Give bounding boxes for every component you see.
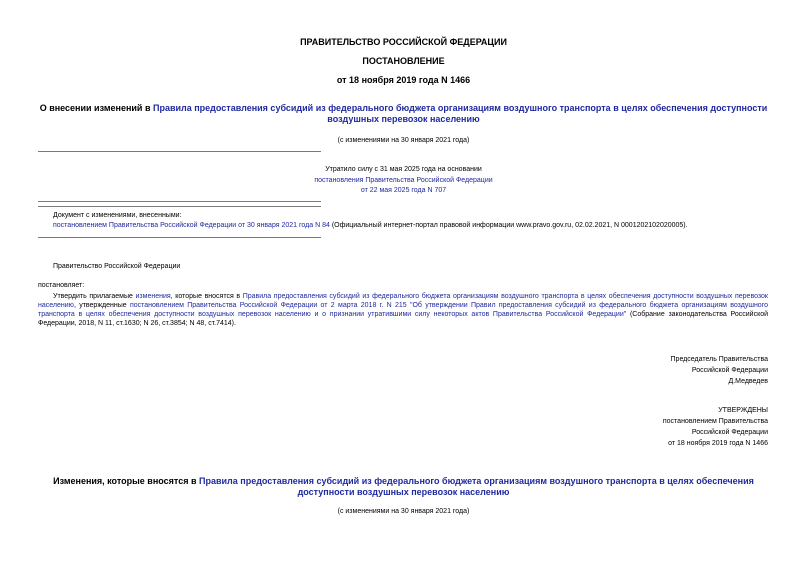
body-decrees: постановляет:: [38, 282, 85, 289]
title-prefix: О внесении изменений в: [39, 103, 153, 113]
body-government: Правительство Российской Федерации: [53, 263, 181, 270]
changes-label: Документ с изменениями, внесенными:: [53, 212, 182, 219]
changes-title-rules-link[interactable]: Правила предоставления субсидий из федерального бюджета организациям воздушного транспорта в целях обеспечения: [199, 476, 754, 486]
paragraph-text: , утвержденные: [73, 302, 130, 309]
approved-line-3: Российской Федерации: [691, 429, 768, 436]
amended-note: (с изменениями на 30 января 2021 года): [337, 137, 470, 144]
changes-title: [0, 476, 807, 487]
signature-name: Д.Медведев: [728, 378, 768, 385]
divider: [38, 237, 321, 238]
paragraph-text: , которые вносятся в: [170, 293, 243, 300]
divider: [38, 206, 321, 207]
amended-note-2: (с изменениями на 30 января 2021 года): [337, 508, 470, 515]
repeal-decree-link[interactable]: постановления Правительства Российской Федерации: [314, 177, 493, 184]
changes-title-prefix: Изменения, которые вносятся в: [53, 476, 199, 486]
approved-line-2: постановлением Правительства: [662, 418, 768, 425]
paragraph-text: (Собрание законодательства Российской Федерации, 2018, N 11, ст.1630; N 26, ст.3854; N 48, ст.7414).: [38, 311, 769, 327]
document-date-number: от 18 ноября 2019 года N 1466: [336, 75, 471, 85]
approved-heading: УТВЕРЖДЕНЫ: [718, 407, 768, 414]
document-type: ПОСТАНОВЛЕНИЕ: [362, 56, 445, 66]
repeal-decree-date-link[interactable]: от 22 мая 2025 года N 707: [360, 187, 447, 194]
signature-title: Председатель Правительства: [670, 356, 768, 363]
document-title: [0, 103, 807, 114]
divider: [38, 201, 321, 202]
rules-link[interactable]: Правила предоставления субсидий из федерального бюджета организациям воздушного транспорта в целях обеспечения доступности воздушных перевозок населению: [38, 293, 768, 309]
signature-title-2: Российской Федерации: [691, 367, 768, 374]
divider: [38, 151, 321, 152]
approved-line-4: от 18 ноября 2019 года N 1466: [668, 440, 768, 447]
changes-decree-link[interactable]: постановлением Правительства Российской Федерации от 30 января 2021 года N 84: [53, 222, 330, 229]
approved-block: [560, 405, 768, 449]
changes-source: (Официальный интернет-портал правовой информации www.pravo.gov.ru, 02.02.2021, N 0001202102020005).: [329, 222, 688, 229]
signature-block: [560, 354, 768, 387]
title-rules-link[interactable]: Правила предоставления субсидий из федерального бюджета организациям воздушного транспорта в целях обеспечения доступности: [152, 103, 768, 113]
decree-215-link[interactable]: постановлением Правительства Российской Федерации от 2 марта 2018 г. N 215 "Об утверждении Правил предоставления субсидий из федерального бюджета организациям воздушного транспорта в целях обеспечения доступности воздушных перевозок населению и о признании утратившими силу некоторых актов Правительства Российской Федерации": [38, 302, 768, 318]
changes-note: [53, 221, 773, 230]
changes-title-rules-link-line2[interactable]: доступности воздушных перевозок населению: [297, 487, 510, 497]
title-rules-link-line2[interactable]: воздушных перевозок населению: [327, 114, 480, 124]
government-heading: ПРАВИТЕЛЬСТВО РОССИЙСКОЙ ФЕДЕРАЦИИ: [300, 37, 507, 47]
repeal-note: Утратило силу с 31 мая 2025 года на основании: [325, 166, 482, 173]
amendments-link[interactable]: изменения: [135, 293, 171, 300]
paragraph-text: Утвердить прилагаемые: [53, 293, 136, 300]
body-paragraph: [38, 292, 768, 328]
